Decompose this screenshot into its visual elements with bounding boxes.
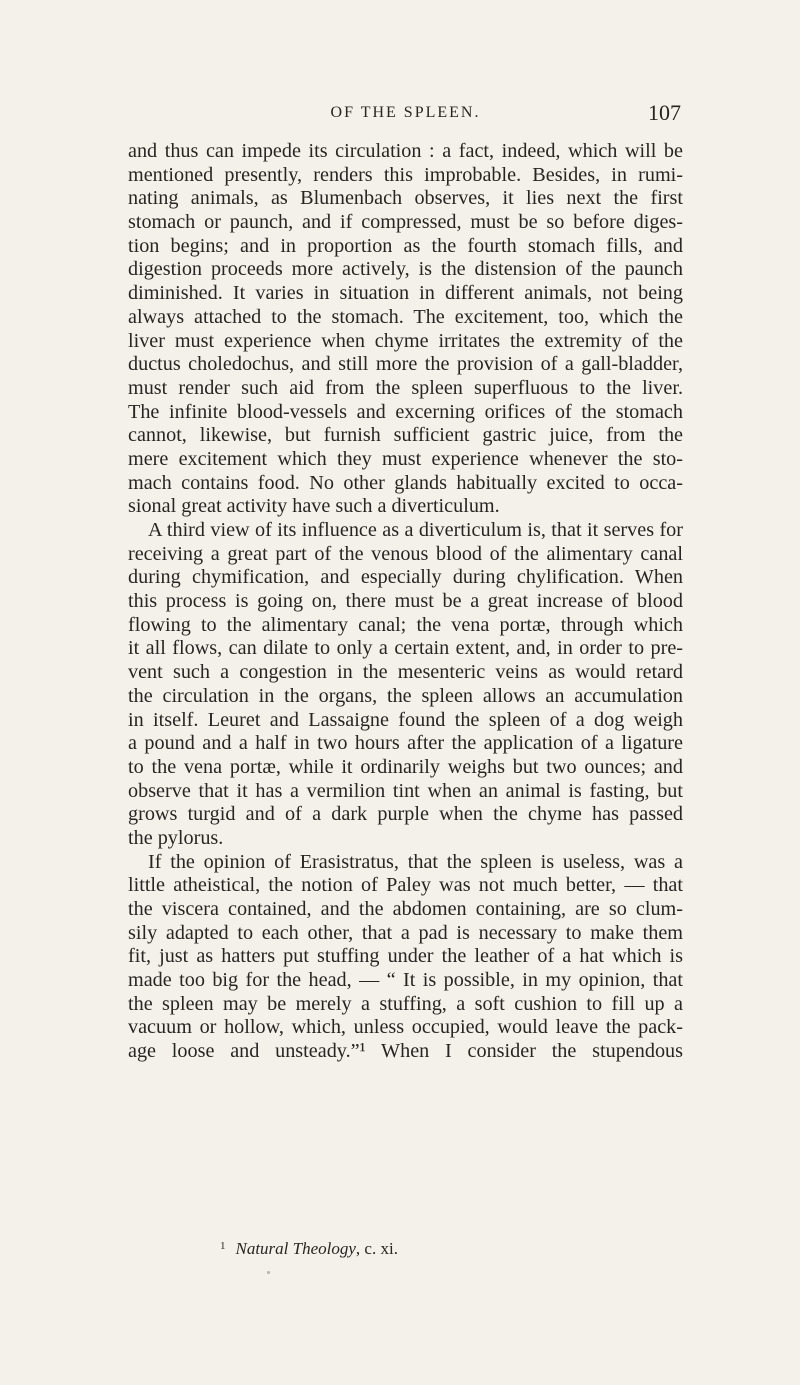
text-line: receiving a great part of the venous blood of the alimentary canal <box>128 542 683 565</box>
text-line: observe that it has a vermilion tint when an animal is fasting, but <box>128 779 683 802</box>
footnote-reference: , c. xi. <box>355 1239 398 1258</box>
text-line: nating animals, as Blumenbach observes, it lies next the first <box>128 187 683 210</box>
text-line: age loose and unsteady.”¹ When I consider the stupendous <box>128 1040 683 1063</box>
text-line: and thus can impede its circulation : a fact, indeed, which will be <box>128 140 683 162</box>
text-line: the spleen may be merely a stuffing, a soft cushion to fill up a <box>128 992 683 1015</box>
body-text <box>128 140 683 1064</box>
text-line: sional great activity have such a diverticulum. <box>128 495 500 518</box>
footnote <box>220 1236 398 1259</box>
page-number: 107 <box>648 100 681 125</box>
text-line: must render such aid from the spleen superfluous to the liver. <box>128 376 683 399</box>
text-line: vacuum or hollow, which, unless occupied, would leave the pack- <box>128 1016 683 1039</box>
text-line: flowing to the alimentary canal; the vena portæ, through which <box>128 613 683 636</box>
text-line: it all flows, can dilate to only a certain extent, and, in order to pre- <box>128 637 683 660</box>
text-line: the circulation in the organs, the spleen allows an accumulation <box>128 684 683 707</box>
footnote-title: Natural Theology <box>235 1239 356 1258</box>
text-line: sily adapted to each other, that a pad is necessary to make them <box>128 921 683 944</box>
text-line: mere excitement which they must experience whenever the sto- <box>128 447 683 470</box>
paper-speck <box>267 1271 270 1274</box>
text-line: always attached to the stomach. The excitement, too, which the <box>128 305 683 328</box>
text-line: grows turgid and of a dark purple when the chyme has passed <box>128 803 683 826</box>
text-line: fit, just as hatters put stuffing under the leather of a hat which is <box>128 945 683 968</box>
text-line: in itself. Leuret and Lassaigne found the spleen of a dog weigh <box>128 708 683 731</box>
text-line: The infinite blood-vessels and excerning orifices of the stomach <box>128 400 683 423</box>
footnote-marker: 1 <box>220 1240 226 1252</box>
page-header <box>130 98 681 128</box>
text-line: during chymification, and especially during chylification. When <box>128 566 683 589</box>
text-line: to the vena portæ, while it ordinarily weighs but two ounces; and <box>128 755 683 778</box>
text-line: stomach or paunch, and if compressed, must be so before diges- <box>128 211 683 234</box>
text-line: mach contains food. No other glands habitually excited to occa- <box>128 471 683 494</box>
paragraph-start-line: If the opinion of Erasistratus, that the spleen is useless, was a <box>148 850 683 873</box>
text-line: the viscera contained, and the abdomen containing, are so clum- <box>128 898 683 920</box>
text-line: made too big for the head, — “ It is possible, in my opinion, that <box>128 969 683 992</box>
running-title: OF THE SPLEEN. <box>330 104 481 121</box>
text-line: liver must experience when chyme irritates the extremity of the <box>128 329 683 352</box>
text-line: tion begins; and in proportion as the fourth stomach fills, and <box>128 234 683 257</box>
text-line: mentioned presently, renders this improbable. Besides, in rumi- <box>128 163 683 186</box>
text-line: little atheistical, the notion of Paley was not much better, — that <box>128 874 683 897</box>
text-line: diminished. It varies in situation in different animals, not being <box>128 282 683 305</box>
text-line: digestion proceeds more actively, is the distension of the paunch <box>128 258 683 281</box>
text-line: vent such a congestion in the mesenteric veins as would retard <box>128 661 683 684</box>
text-line: the pylorus. <box>128 826 224 849</box>
text-line: cannot, likewise, but furnish sufficient gastric juice, from the <box>128 424 683 447</box>
text-line: ductus choledochus, and still more the provision of a gall-bladder, <box>128 353 683 376</box>
text-line: this process is going on, there must be a great increase of blood <box>128 590 683 613</box>
paragraph-start-line: A third view of its influence as a diverticulum is, that it serves for <box>148 519 683 541</box>
text-line: a pound and a half in two hours after the application of a ligature <box>128 732 683 755</box>
